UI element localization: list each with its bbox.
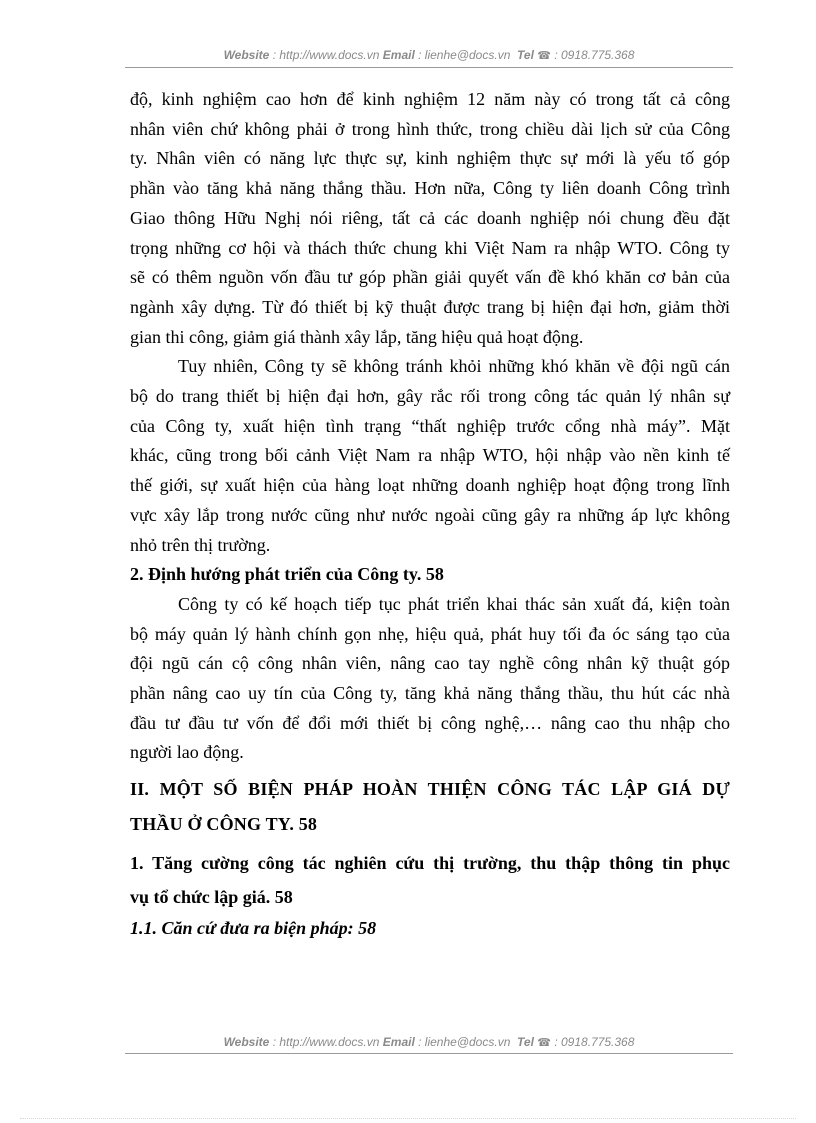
page-header (125, 48, 733, 62)
text-line: nhân viên chứ không phải ở trong hình thức, trong chiều dài lịch sử của Công (130, 118, 730, 139)
text-line: vực xây lắp trong nước cũng như nước ngoài cũng gây ra những áp lực không (130, 504, 730, 525)
text-line: độ, kinh nghiệm cao hơn để kinh nghiệm 12 năm này có trong tất cả công (130, 89, 730, 109)
footer-email-value[interactable]: lienhe@docs.vn (424, 1035, 511, 1049)
document-body (130, 85, 730, 943)
footer-tel-label: Tel (517, 1035, 534, 1049)
text-line: của Công ty, xuất hiện tình trạng “thất nghiệp trước cổng nhà máy”. Mặt (130, 415, 730, 436)
paragraph-3 (130, 590, 730, 768)
text-line: người lao động. (130, 742, 244, 763)
text-line: Giao thông Hữu Nghị nói riêng, tất cả các doanh nghiệp nói chung đều đặt (130, 207, 730, 228)
footer-rule (125, 1053, 733, 1054)
header-tel-value: : 0918.775.368 (551, 48, 635, 62)
footer-tel-value: : 0918.775.368 (551, 1035, 635, 1049)
text-line: khác, cũng trong bối cảnh Việt Nam ra nhập WTO, hội nhập vào nền kinh tế (130, 445, 730, 466)
text-line: ty. Nhân viên có năng lực thực sự, kinh nghiệm thực sự mới là yếu tố góp (130, 148, 730, 169)
text-line: nhỏ trên thị trường. (130, 534, 271, 555)
footer-website-url[interactable]: http://www.docs.vn (279, 1035, 380, 1049)
header-email-value[interactable]: lienhe@docs.vn (424, 48, 511, 62)
text-line: Công ty có kế hoạch tiếp tục phát triển khai thác sản xuất đá, kiện toàn (178, 593, 730, 614)
subsection-heading-1-1: 1.1. Căn cứ đưa ra biện pháp: 58 (130, 918, 377, 939)
header-email-label: Email (382, 48, 415, 62)
section-heading-1 (130, 846, 730, 914)
text-line: đội ngũ cán cộ công nhân viên, nâng cao tay nghề công nhân kỹ thuật góp (130, 653, 730, 674)
heading-line: vụ tổ chức lập giá. 58 (130, 887, 293, 908)
text-line: bộ máy quản lý hành chính gọn nhẹ, hiệu quả, phát huy tối đa óc sáng tạo của (130, 623, 730, 644)
page-footer (125, 1035, 733, 1049)
heading-line: II. MỘT SỐ BIỆN PHÁP HOÀN THIỆN CÔNG TÁC LẬP GIÁ DỰ (130, 779, 730, 800)
phone-icon: ☎ (537, 50, 551, 62)
text-line: phần nâng cao uy tín của Công ty, tăng khả năng thắng thầu, thu hút các nhà (130, 683, 730, 704)
section-heading-2: 2. Định hướng phát triển của Công ty. 58 (130, 564, 444, 585)
footer-website-sep: : (269, 1035, 280, 1049)
paragraph-1 (130, 85, 730, 352)
text-line: thế giới, sự xuất hiện của hàng loạt những doanh nghiệp hoạt động trong lĩnh (130, 475, 730, 496)
footer-website-label: Website (223, 1035, 270, 1049)
text-line: gian thi công, giảm giá thành xây lắp, tăng hiệu quả hoạt động. (130, 326, 584, 347)
text-line: ngành xây dựng. Từ đó thiết bị kỹ thuật được trang bị hiện đại hơn, giảm thời (130, 296, 730, 317)
text-line: sẽ có thêm nguồn vốn đầu tư góp phần giải quyết vấn đề khó khăn cơ bản của (130, 267, 730, 288)
header-rule (125, 67, 733, 68)
text-line: trọng những cơ hội và thách thức chung khi Việt Nam ra nhập WTO. Công ty (130, 237, 730, 258)
header-website-sep: : (269, 48, 280, 62)
header-website-url[interactable]: http://www.docs.vn (279, 48, 380, 62)
text-line: phần vào tăng khả năng thắng thầu. Hơn nữa, Công ty liên doanh Công trình (130, 178, 730, 199)
footer-email-label: Email (382, 1035, 415, 1049)
text-line: đầu tư đầu tư vốn để đổi mới thiết bị công nghệ,… nâng cao thu nhập cho (130, 712, 730, 733)
header-email-sep: : (414, 48, 425, 62)
chapter-heading-II (130, 772, 730, 842)
header-tel-label: Tel (517, 48, 534, 62)
text-line: bộ do trang thiết bị hiện đại hơn, gây rắc rối trong công tác quản lý nhân sự (130, 386, 730, 407)
heading-line: THẦU Ở CÔNG TY. 58 (130, 814, 318, 835)
page-edge (20, 1118, 796, 1119)
phone-icon: ☎ (537, 1037, 551, 1049)
paragraph-2 (130, 352, 730, 560)
text-line: Tuy nhiên, Công ty sẽ không tránh khỏi những khó khăn về đội ngũ cán (178, 356, 730, 377)
heading-line: 1. Tăng cường công tác nghiên cứu thị trường, thu thập thông tin phục (130, 853, 730, 874)
footer-email-sep: : (414, 1035, 425, 1049)
header-website-label: Website (223, 48, 270, 62)
